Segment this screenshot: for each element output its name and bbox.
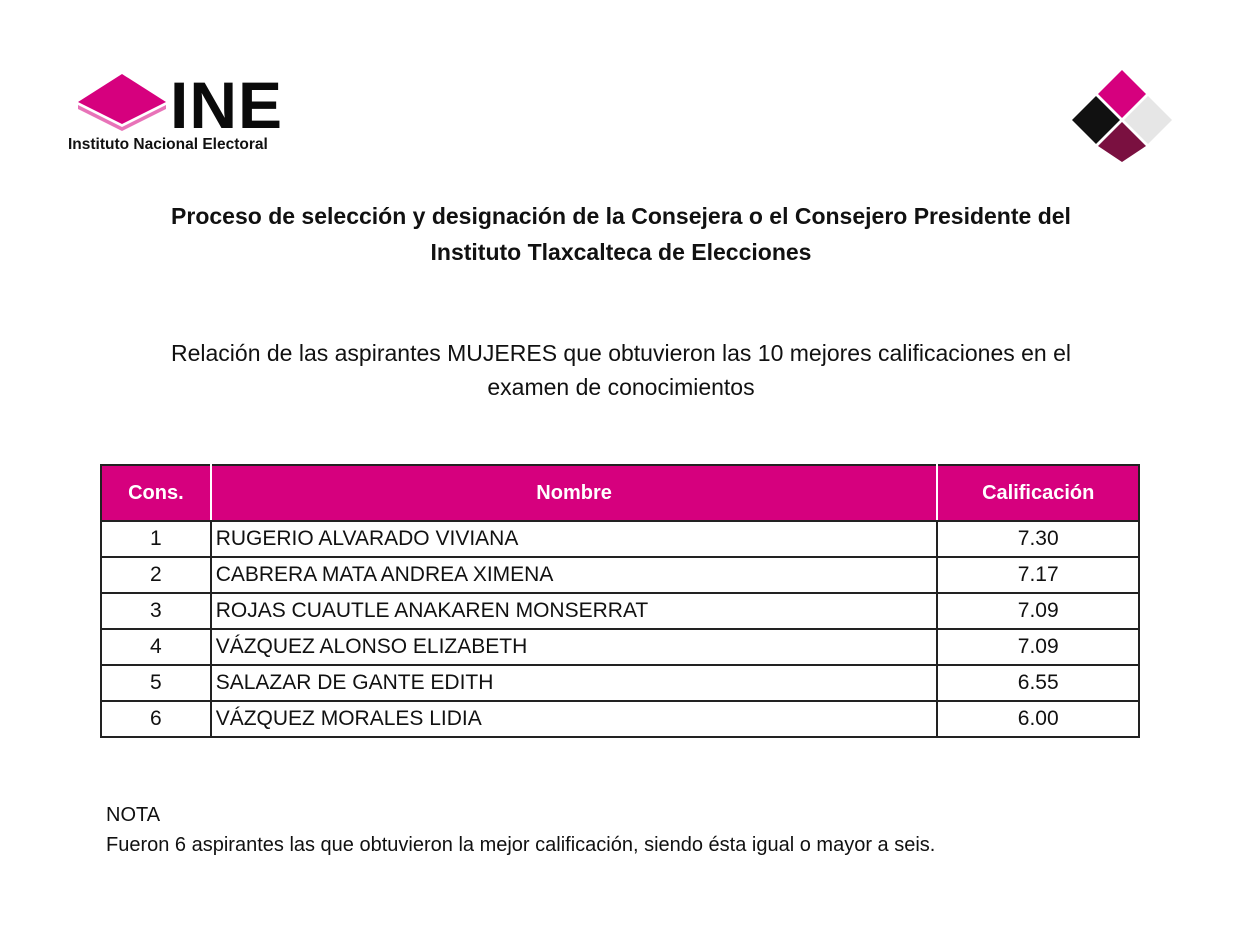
cell-nombre: VÁZQUEZ MORALES LIDIA: [211, 701, 938, 737]
note-heading: NOTA: [106, 804, 161, 826]
cell-calificacion: 6.00: [937, 701, 1139, 737]
cell-cons: 6: [101, 701, 211, 737]
cell-cons: 1: [101, 521, 211, 557]
cell-nombre: VÁZQUEZ ALONSO ELIZABETH: [211, 629, 938, 665]
title-line-2: Instituto Tlaxcalteca de Elecciones: [430, 239, 812, 265]
title-line-1: Proceso de selección y designación de la Consejera o el Consejero Presidente del: [171, 203, 1071, 229]
table-header-row: [101, 465, 1139, 521]
document-subtitle: [100, 336, 1142, 404]
cell-calificacion: 6.55: [937, 665, 1139, 701]
cell-nombre: ROJAS CUAUTLE ANAKAREN MONSERRAT: [211, 593, 938, 629]
cell-nombre: RUGERIO ALVARADO VIVIANA: [211, 521, 938, 557]
results-table: [100, 464, 1140, 738]
table-row: [101, 701, 1139, 737]
cell-nombre: CABRERA MATA ANDREA XIMENA: [211, 557, 938, 593]
subtitle-line-2: examen de conocimientos: [487, 374, 755, 400]
cell-cons: 5: [101, 665, 211, 701]
ine-diamond-logo-icon: [76, 74, 168, 132]
cell-calificacion: 7.17: [937, 557, 1139, 593]
ine-logo: [66, 68, 356, 162]
header-cons: Cons.: [101, 465, 211, 521]
cell-cons: 2: [101, 557, 211, 593]
note-section: [106, 800, 935, 860]
cell-cons: 4: [101, 629, 211, 665]
table-row: [101, 521, 1139, 557]
ine-logo-subtitle: Instituto Nacional Electoral: [68, 136, 268, 153]
table-row: [101, 593, 1139, 629]
cell-calificacion: 7.09: [937, 629, 1139, 665]
four-diamond-emblem-icon: [1068, 68, 1176, 164]
subtitle-line-1: Relación de las aspirantes MUJERES que obtuvieron las 10 mejores calificaciones en el: [170, 340, 1072, 366]
table-row: [101, 557, 1139, 593]
document-title: [100, 198, 1142, 270]
note-text: Fueron 6 aspirantes las que obtuvieron la mejor calificación, siendo ésta igual o mayor a seis.: [106, 834, 936, 856]
cell-calificacion: 7.30: [937, 521, 1139, 557]
cell-calificacion: 7.09: [937, 593, 1139, 629]
table-row: [101, 629, 1139, 665]
cell-nombre: SALAZAR DE GANTE EDITH: [211, 665, 938, 701]
cell-cons: 3: [101, 593, 211, 629]
header-calificacion: Calificación: [937, 465, 1139, 521]
table-row: [101, 665, 1139, 701]
header-nombre: Nombre: [211, 465, 938, 521]
ine-logo-word: INE: [170, 68, 284, 142]
